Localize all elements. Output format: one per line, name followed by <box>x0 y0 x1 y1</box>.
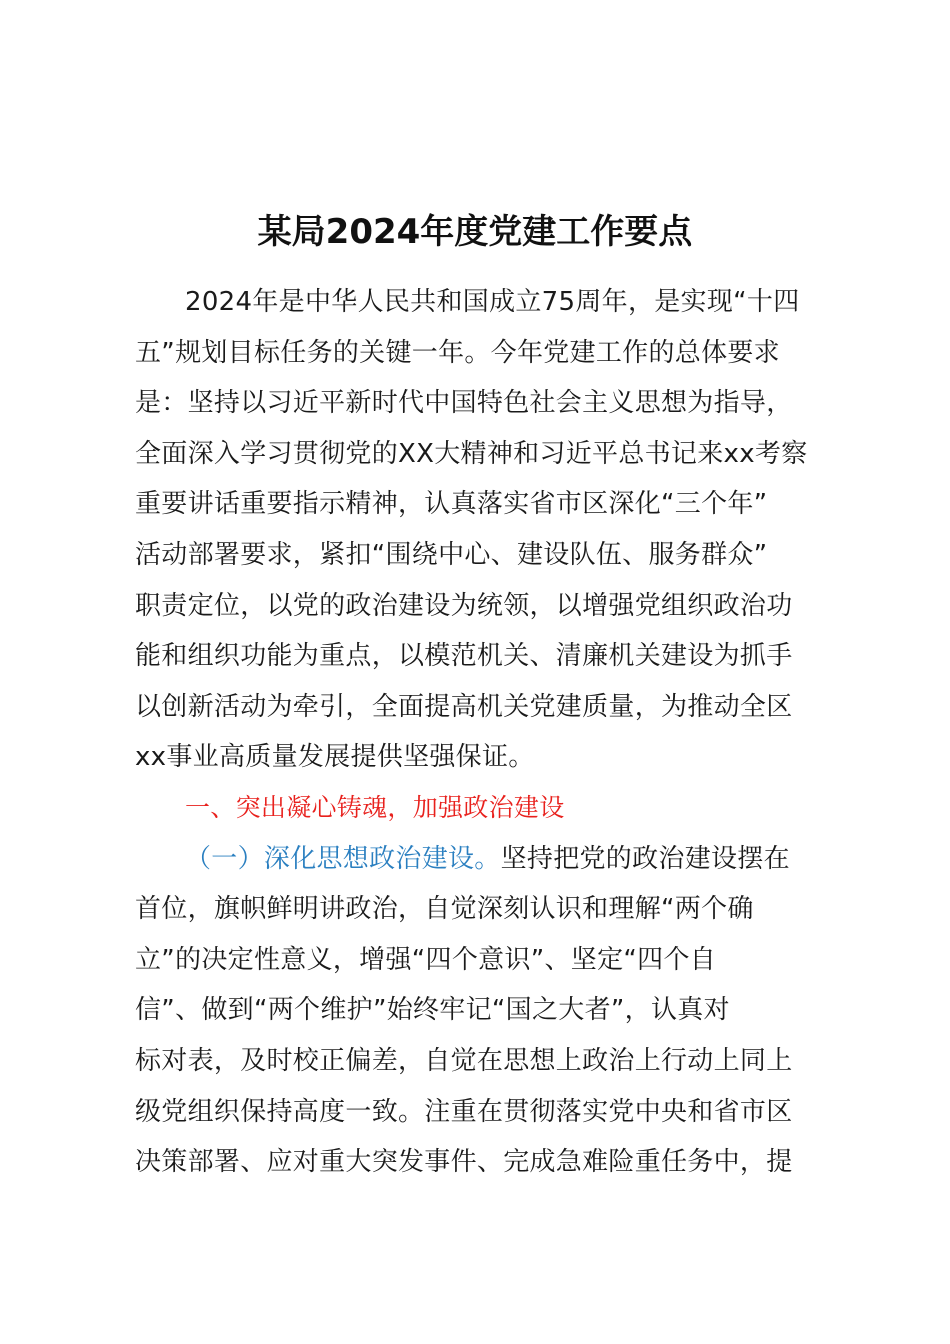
paragraph-line: 决策部署、应对重大突发事件、完成急难险重任务中，提 <box>135 1147 793 1178</box>
paragraph-line: 标对表，及时校正偏差，自觉在思想上政治上行动上同上 <box>135 1045 793 1076</box>
paragraph-line: 2024年是中华人民共和国成立75周年，是实现“十四 <box>185 287 800 317</box>
paragraph-line: 立”的决定性意义，增强“四个意识”、坚定“四个自 <box>135 944 717 975</box>
paragraph-line: 五”规划目标任务的关键一年。今年党建工作的总体要求 <box>135 337 780 368</box>
subsection-heading: （一）深化思想政治建设。 <box>185 843 501 874</box>
subsection-first-line <box>135 834 835 885</box>
paragraph-line: 首位，旗帜鲜明讲政治，自觉深刻认识和理解“两个确 <box>135 894 754 925</box>
subsection-first-line-text: 坚持把党的政治建设摆在 <box>500 843 790 874</box>
paragraph-line: 以创新活动为牵引，全面提高机关党建质量，为推动全区 <box>135 691 793 722</box>
paragraph-line: 活动部署要求，紧扣“围绕中心、建设队伍、服务群众” <box>135 539 768 570</box>
paragraph-line: 重要讲话重要指示精神，认真落实省市区深化“三个年” <box>135 489 768 520</box>
paragraph-line: 级党组织保持高度一致。注重在贯彻落实党中央和省市区 <box>135 1096 793 1127</box>
paragraph-intro <box>135 277 835 1188</box>
document-title: 某局2024年度党建工作要点 <box>257 212 693 252</box>
paragraph-line: 全面深入学习贯彻党的XX大精神和习近平总书记来xx考察 <box>135 438 808 469</box>
paragraph-line: 能和组织功能为重点，以模范机关、清廉机关建设为抓手 <box>135 641 793 672</box>
paragraph-line: 信”、做到“两个维护”始终牢记“国之大者”，认真对 <box>135 995 730 1026</box>
paragraph-line: 是：坚持以习近平新时代中国特色社会主义思想为指导， <box>135 388 793 419</box>
paragraph-line: xx事业高质量发展提供坚强保证。 <box>135 742 535 773</box>
paragraph-line: 职责定位，以党的政治建设为统领，以增强党组织政治功 <box>135 590 793 621</box>
section-heading: 一、突出凝心铸魂，加强政治建设 <box>185 792 565 822</box>
